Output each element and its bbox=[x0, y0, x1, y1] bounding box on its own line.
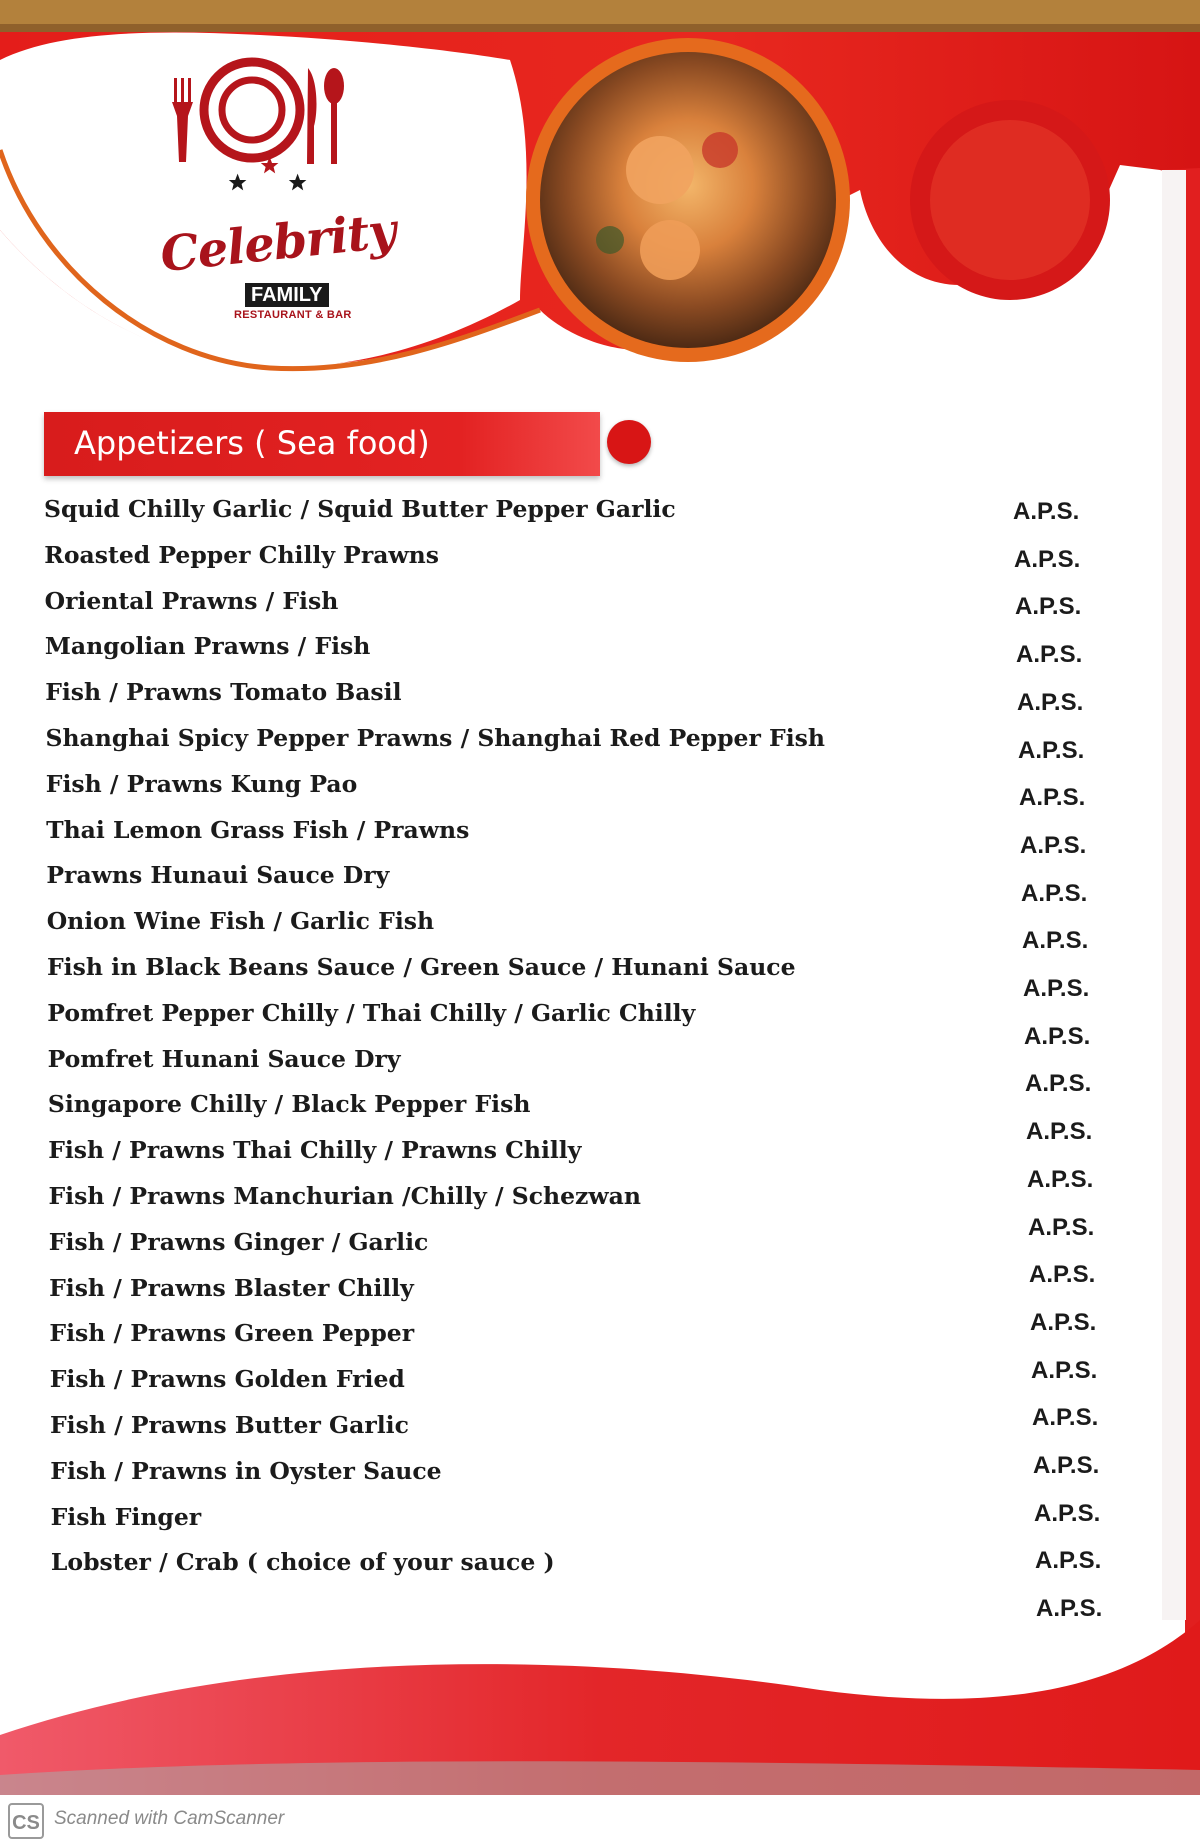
menu-item-price: A.P.S. bbox=[1021, 879, 1088, 907]
menu-item-price: A.P.S. bbox=[1032, 1404, 1099, 1432]
menu-item-name: Onion Wine Fish / Garlic Fish bbox=[46, 907, 435, 936]
menu-item-price: A.P.S. bbox=[1022, 927, 1089, 955]
menu-item-name: Fish / Prawns Tomato Basil bbox=[45, 678, 402, 707]
food-photo bbox=[540, 52, 836, 348]
menu-item-name: Shanghai Spicy Pepper Prawns / Shanghai Red Pepper Fish bbox=[45, 724, 825, 752]
brand-family-badge: FAMILY bbox=[245, 283, 329, 307]
menu-item-name: Pomfret Hunani Sauce Dry bbox=[47, 1044, 401, 1073]
menu-item-price: A.P.S. bbox=[1018, 736, 1085, 764]
menu-item-name: Fish Finger bbox=[50, 1502, 202, 1531]
menu-item-price: A.P.S. bbox=[1017, 688, 1084, 716]
menu-item-name: Fish / Prawns Butter Garlic bbox=[50, 1411, 409, 1439]
menu-item-price: A.P.S. bbox=[1024, 1022, 1091, 1050]
menu-item-name: Singapore Chilly / Black Pepper Fish bbox=[47, 1090, 531, 1119]
camscanner-label: Scanned with CamScanner bbox=[54, 1808, 285, 1829]
menu-item-price: A.P.S. bbox=[1019, 784, 1086, 812]
menu-item-price: A.P.S. bbox=[1035, 1547, 1102, 1575]
menu-item-price: A.P.S. bbox=[1036, 1595, 1103, 1623]
menu-item-name: Fish / Prawns Ginger / Garlic bbox=[48, 1227, 429, 1256]
menu-item-price: A.P.S. bbox=[1023, 975, 1090, 1002]
menu-item-price: A.P.S. bbox=[1025, 1070, 1092, 1098]
menu-item-name: Fish / Prawns Golden Fried bbox=[49, 1365, 405, 1394]
fork-icon bbox=[172, 78, 193, 162]
camscanner-logo: CS bbox=[8, 1803, 44, 1839]
menu-item-price: A.P.S. bbox=[1028, 1213, 1095, 1241]
menu-item-name: Thai Lemon Grass Fish / Prawns bbox=[46, 815, 470, 844]
menu-item-price: A.P.S. bbox=[1031, 1356, 1098, 1384]
menu-item-price: A.P.S. bbox=[1014, 545, 1081, 573]
menu-item-name: Fish / Prawns Thai Chilly / Prawns Chilly bbox=[48, 1136, 582, 1165]
menu-item-name: Fish in Black Beans Sauce / Green Sauce / Hunani Sauce bbox=[47, 953, 796, 981]
menu-item-name: Mangolian Prawns / Fish bbox=[44, 632, 371, 661]
menu-item-price: A.P.S. bbox=[1033, 1452, 1100, 1479]
section-title: Appetizers ( Sea food) bbox=[74, 424, 430, 462]
menu-item-price: A.P.S. bbox=[1013, 498, 1080, 525]
menu-item-name: Pomfret Pepper Chilly / Thai Chilly / Garlic Chilly bbox=[47, 998, 696, 1027]
menu-item-name: Fish / Prawns Kung Pao bbox=[45, 769, 358, 798]
menu-item-name: Oriental Prawns / Fish bbox=[44, 586, 339, 615]
menu-item-name: Fish / Prawns Manchurian /Chilly / Schezwan bbox=[48, 1182, 641, 1210]
menu-item-price: A.P.S. bbox=[1026, 1118, 1093, 1146]
brand-subtitle: RESTAURANT & BAR bbox=[234, 309, 352, 321]
star-icon bbox=[229, 174, 307, 191]
brand-name: Celebrity bbox=[157, 202, 398, 284]
menu-item-price: A.P.S. bbox=[1016, 641, 1083, 669]
menu-item-name: Fish / Prawns in Oyster Sauce bbox=[50, 1456, 442, 1485]
menu-item-name: Lobster / Crab ( choice of your sauce ) bbox=[50, 1548, 555, 1577]
menu-item-price: A.P.S. bbox=[1034, 1499, 1101, 1527]
menu-item-price: A.P.S. bbox=[1030, 1308, 1097, 1336]
menu-item-price: A.P.S. bbox=[1027, 1165, 1094, 1193]
section-header-dot bbox=[607, 420, 651, 464]
menu-item-name: Prawns Hunaui Sauce Dry bbox=[46, 861, 390, 890]
menu-item-name: Fish / Prawns Blaster Chilly bbox=[49, 1273, 414, 1302]
menu-item-name: Roasted Pepper Chilly Prawns bbox=[44, 540, 439, 569]
menu-item-price: A.P.S. bbox=[1029, 1261, 1096, 1289]
menu-item-name: Fish / Prawns Green Pepper bbox=[49, 1319, 415, 1348]
restaurant-logo bbox=[150, 40, 398, 330]
knife-icon bbox=[307, 68, 316, 164]
spoon-icon bbox=[324, 68, 344, 164]
menu-item-name: Squid Chilly Garlic / Squid Butter Pepper Garlic bbox=[44, 495, 676, 523]
plate-icon bbox=[204, 62, 300, 158]
menu-item-price: A.P.S. bbox=[1020, 831, 1087, 859]
menu-item-price: A.P.S. bbox=[1015, 593, 1082, 621]
